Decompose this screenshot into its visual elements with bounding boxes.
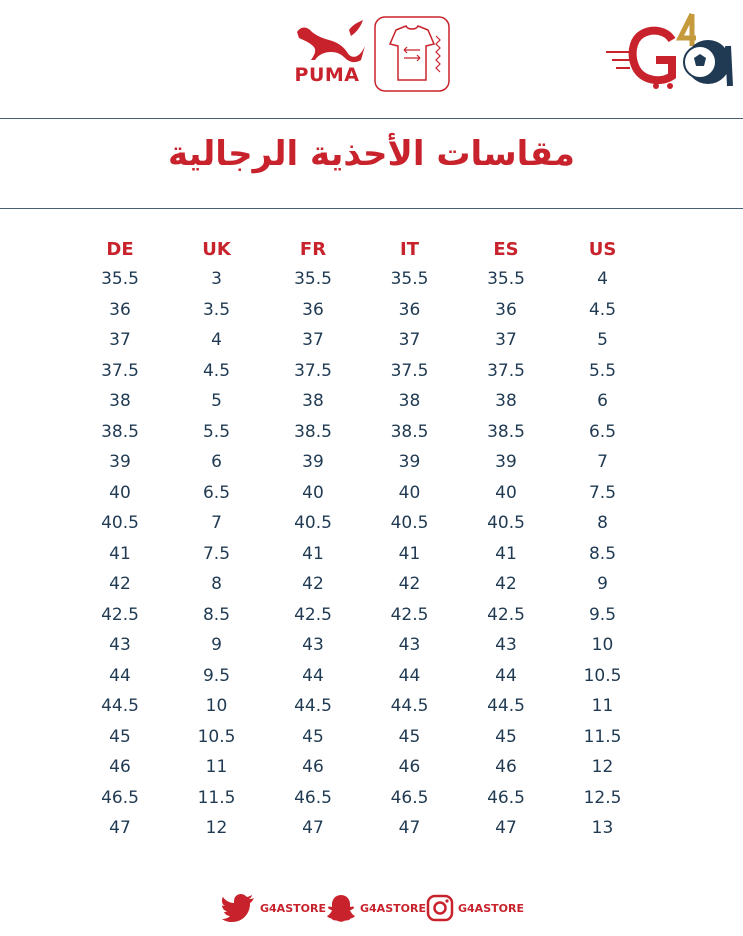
size-cell: 46.5: [294, 787, 332, 808]
size-cell: 40: [495, 482, 517, 503]
size-cell: 41: [495, 543, 517, 564]
size-cell: 41: [302, 543, 324, 564]
size-cell: 42: [302, 574, 324, 594]
size-cell: 10.5: [583, 665, 622, 686]
size-cell: 6.5: [588, 421, 617, 442]
size-cell: 45: [302, 726, 324, 747]
size-cell: 46.5: [390, 787, 429, 808]
size-cell: 4: [211, 330, 222, 350]
size-cell: 39: [109, 452, 131, 472]
size-cell: 6: [597, 391, 608, 411]
size-cell: 40.5: [101, 513, 139, 533]
size-cell: 47: [302, 818, 324, 838]
size-cell: 42.5: [101, 604, 139, 625]
size-cell: 43: [302, 635, 324, 655]
size-cell: 38: [302, 391, 324, 411]
column-fr: [265, 236, 361, 844]
social-footer: [0, 890, 743, 930]
social-snapchat[interactable]: [326, 890, 426, 926]
size-cell: 44.5: [294, 696, 332, 716]
size-cell: 47: [109, 818, 131, 838]
size-cell: 35.5: [101, 269, 139, 289]
size-cell: 38.5: [294, 421, 332, 442]
size-cell: 7: [211, 513, 222, 533]
instagram-handle: G4ASTORE: [458, 901, 524, 915]
size-cell: 42.5: [487, 604, 525, 625]
size-cell: 46: [398, 757, 421, 777]
snapchat-handle: G4ASTORE: [360, 901, 426, 915]
column-it: [362, 236, 458, 844]
size-cell: 45: [495, 726, 517, 747]
puma-logo: [287, 16, 367, 92]
size-cell: 38: [398, 391, 421, 411]
twitter-icon: [222, 893, 256, 923]
size-cell: 6: [211, 452, 222, 472]
size-cell: 44: [109, 665, 131, 686]
size-cell: 43: [109, 635, 131, 655]
bottom-divider: [0, 208, 743, 209]
size-cell: 41: [398, 543, 421, 564]
twitter-handle: G4ASTORE: [260, 901, 326, 915]
size-cell: 44.5: [101, 696, 139, 716]
puma-cat-icon: [287, 16, 367, 66]
size-cell: 13: [591, 818, 614, 838]
size-cell: 43: [398, 635, 421, 655]
size-cell: 5.5: [588, 360, 617, 381]
size-cell: 38.5: [101, 421, 139, 442]
size-cell: 3.5: [202, 299, 231, 320]
size-cell: 37: [302, 330, 324, 350]
size-cell: 9.5: [588, 604, 617, 625]
size-cell: 10.5: [197, 726, 236, 747]
size-cell: 40.5: [487, 513, 525, 533]
size-cell: 8: [597, 513, 608, 533]
size-cell: 42.5: [294, 604, 332, 625]
size-cell: 40: [302, 482, 324, 503]
top-divider: [0, 118, 743, 119]
size-cell: 46: [302, 757, 324, 777]
size-cell: 12.5: [583, 787, 622, 808]
size-cell: 39: [398, 452, 421, 472]
size-cell: 36: [398, 299, 421, 320]
size-cell: 46.5: [101, 787, 139, 808]
size-cell: 44: [302, 665, 324, 686]
size-cell: 12: [591, 757, 614, 777]
g4a-football-logo-icon: [600, 10, 735, 92]
size-cell: 47: [495, 818, 517, 838]
size-cell: 39: [495, 452, 517, 472]
size-cell: 8.5: [202, 604, 231, 625]
size-cell: 43: [495, 635, 517, 655]
size-cell: 4.5: [202, 360, 231, 381]
size-cell: 37.5: [390, 360, 429, 381]
size-cell: 11: [205, 757, 228, 777]
size-cell: 44.5: [487, 696, 525, 716]
size-cell: 44: [398, 665, 421, 686]
size-cell: 47: [398, 818, 421, 838]
social-instagram[interactable]: [426, 890, 524, 926]
column-header: UK: [202, 239, 231, 260]
size-cell: 37: [398, 330, 421, 350]
size-cell: 35.5: [390, 269, 429, 289]
size-cell: 9: [597, 574, 608, 594]
size-cell: 38.5: [390, 421, 429, 442]
size-cell: 5: [211, 391, 222, 411]
size-cell: 37.5: [487, 360, 525, 381]
puma-wordmark: PUMA: [294, 64, 360, 86]
size-cell: 45: [109, 726, 131, 747]
size-cell: 36: [495, 299, 517, 320]
column-header: IT: [400, 239, 419, 260]
instagram-icon: [426, 894, 454, 922]
size-cell: 45: [398, 726, 421, 747]
size-cell: 38: [109, 391, 131, 411]
g4a-logo: [600, 10, 735, 92]
size-cell: 46: [109, 757, 131, 777]
size-cell: 9.5: [202, 665, 231, 686]
size-cell: 12: [205, 818, 228, 838]
size-cell: 8: [211, 574, 222, 594]
column-us: [555, 236, 651, 844]
size-cell: 35.5: [294, 269, 332, 289]
size-cell: 36: [109, 299, 131, 320]
size-cell: 41: [109, 543, 131, 564]
size-cell: 4: [597, 269, 608, 289]
page-title: مقاسات الأحذية الرجالية: [168, 134, 575, 174]
size-cell: 46: [495, 757, 517, 777]
size-cell: 9: [211, 635, 222, 655]
shirt-size-icon: [374, 16, 450, 92]
size-cell: 6.5: [202, 482, 231, 503]
size-cell: 4.5: [588, 299, 617, 320]
column-header: DE: [106, 239, 134, 260]
size-cell: 42.5: [390, 604, 429, 625]
column-es: [458, 236, 554, 844]
social-twitter[interactable]: [222, 890, 326, 926]
size-cell: 38: [495, 391, 517, 411]
size-cell: 11.5: [197, 787, 236, 808]
size-cell: 3: [211, 269, 222, 289]
column-de: [72, 236, 168, 844]
column-header: FR: [299, 239, 327, 260]
column-header: ES: [493, 239, 519, 260]
size-cell: 11.5: [583, 726, 622, 747]
size-cell: 42: [495, 574, 517, 594]
size-cell: 37: [109, 330, 131, 350]
size-cell: 37.5: [101, 360, 139, 381]
size-cell: 7: [597, 452, 608, 472]
size-cell: 7.5: [588, 482, 617, 503]
size-cell: 44.5: [390, 696, 429, 716]
size-cell: 37: [495, 330, 517, 350]
size-cell: 39: [302, 452, 324, 472]
size-cell: 44: [495, 665, 517, 686]
size-cell: 40.5: [390, 513, 429, 533]
size-cell: 11: [591, 696, 614, 716]
size-cell: 5: [597, 330, 608, 350]
size-cell: 8.5: [588, 543, 617, 564]
header: [0, 0, 743, 118]
size-cell: 10: [591, 635, 614, 655]
size-cell: 36: [302, 299, 324, 320]
size-cell: 40: [398, 482, 421, 503]
size-cell: 5.5: [202, 421, 231, 442]
column-uk: [169, 236, 265, 844]
column-header: US: [588, 239, 617, 260]
size-cell: 7.5: [202, 543, 231, 564]
size-cell: 10: [205, 696, 228, 716]
size-cell: 46.5: [487, 787, 525, 808]
size-cell: 42: [109, 574, 131, 594]
size-cell: 40: [109, 482, 131, 503]
size-cell: 37.5: [294, 360, 332, 381]
size-cell: 35.5: [487, 269, 525, 289]
snapchat-icon: [326, 893, 356, 923]
size-cell: 38.5: [487, 421, 525, 442]
size-cell: 40.5: [294, 513, 332, 533]
size-cell: 42: [398, 574, 421, 594]
